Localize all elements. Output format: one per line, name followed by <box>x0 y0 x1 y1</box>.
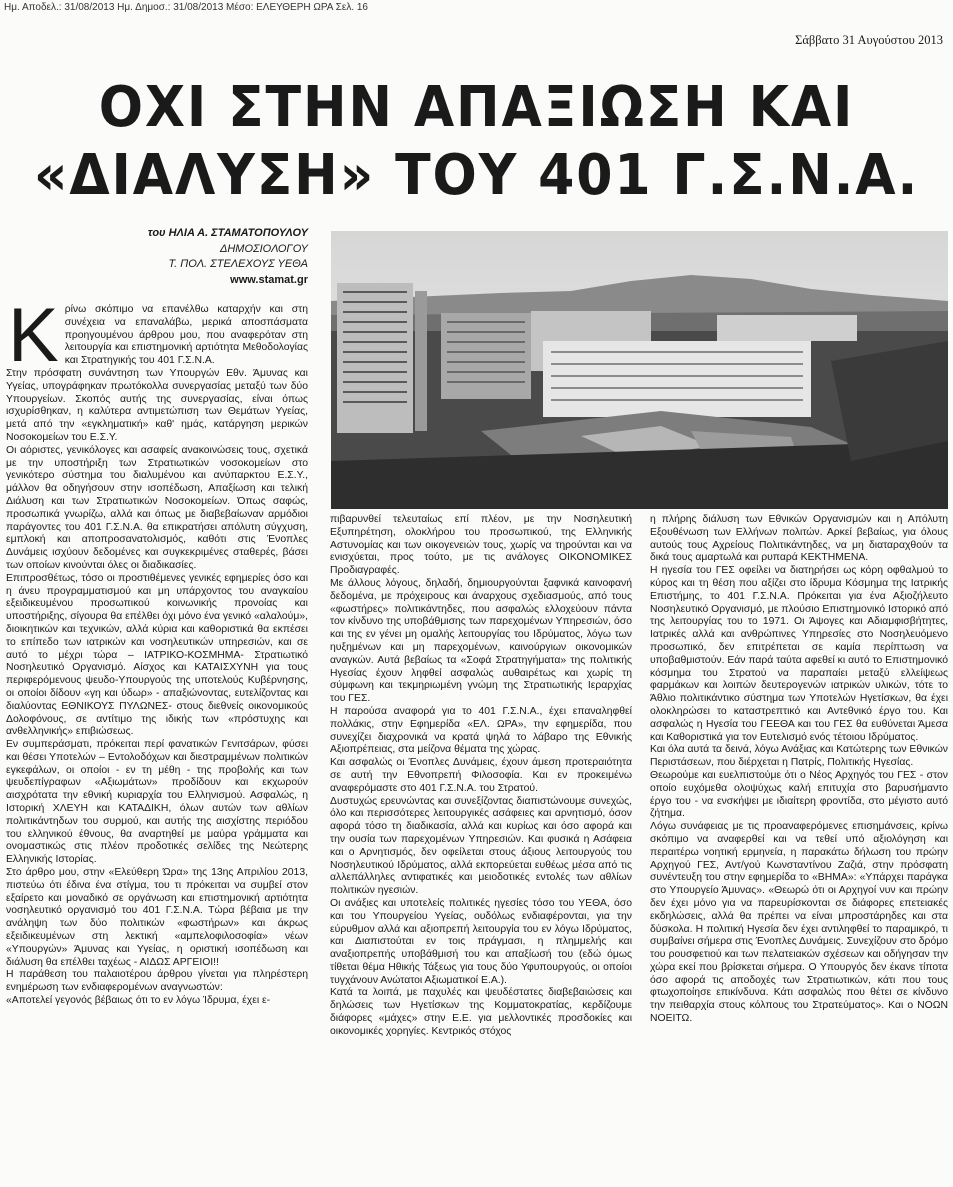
paragraph: Στην πρόσφατη συνάντηση των Υπουργών Εθν. Άμυνας και Υγείας, υπογράφηκαν πρωτόκολλα συνεργασίας μεταξύ των δύο Υπουργείων. Σκοπός αυτής της συνεργασίας, είναι όπως ισχυρίσθηκαν, η καλύτερα αντιμετώπιση των Θεμάτων Υγείας, μετά από την «εγκληματική» καθ' ημάς, κατάργηση μερικών Νοσοκομείων του Ε.Σ.Υ. <box>6 367 308 443</box>
headline-line-2: «ΔΙΑΛΥΣΗ» ΤΟΥ 401 Γ.Σ.Ν.Α. <box>33 143 920 208</box>
author-role-2: Τ. ΠΟΛ. ΣΤΕΛΕΧΟΥΣ ΥΕΘΑ <box>168 258 308 270</box>
paragraph: Στο άρθρο μου, στην «Ελεύθερη Ώρα» της 13ης Απριλίου 2013, πιστεύω ότι έδινα ένα στίγμα, του τι πρόκειται να συμβεί στον εξαίρετο και μοναδικό σε οργάνωση και επιστημονική αρτιότητα νοσηλευτικό οργανισμό του 401 Γ.Σ.Ν.Α. Τώρα βέβαια με την ανάληψη των δύο πολιτικών «φωστήρων» και άκρως εξειδικευμένων στη λεκτική «αμπελοφιλοσοφία» νέων «Υπουργών» Άμυνας και Υγείας, η οριστική ισοπέδωση και διάλυση θα επέλθει ταχέως - ΑΙΔΩΣ ΑΡΓΕΙΟΙ!! <box>6 867 308 968</box>
paragraph: ρίνω σκόπιμο να επανέλθω καταρχήν και στη συνέχεια να επαναλάβω, μερικά αποσπάσματα προηγουμένου άρθρου μου, που αναφερόταν στη λειτουργία και επιστημονική αρτιότητα Μεθοδολογίας και Στρατηγικής του 401 Γ.Σ.Ν.Α. <box>64 304 308 367</box>
paragraph: Εν συμπεράσματι, πρόκειται περί φανατικών Γενιτσάρων, φύσει και θέσει Υποτελών – Εντολοδόχων και διεστραμμένων πολιτικών εγκεφάλων, οι οποίοι - εν τη μέθη - της προβολής και των ψευδεπίγραφων «Αξιωμάτων» προδίδουν και εκχωρούν αισχρότατα την εθνική κυριαρχία του Ελληνισμού. Ασφαλώς, η Ιστορική ΧΛΕΥΗ και ΚΑΤΑΔΙΚΗ, όλων αυτών των αθλίων πολιτικάντηδων του συρμού, και αυτής της αισχίστης περιόδου του ελληνικού έθνους, θα αναρτηθεί με μαύρα γράμματα και ονομαστικώς στις πλέον προδοτικές σελίδες της Νεώτερης Ελληνικής Ιστορίας. <box>6 739 308 866</box>
paragraph: Δυστυχώς ερευνώντας και συνεξίζοντας διαπιστώνουμε συνεχώς, όλο και περισσότερες λειτουργικές ασάφειες και αρνητισμό, όσον αφορά τόσο τη διαδικασία, αλλά και κυρίως και όσο αφορά και την ουσία των παρεχομένων Υπηρεσιών. Και φυσικά η Ασάφεια και ο Αρνητισμός, δεν οφείλεται στους άξιους λειτουργούς του Νοσηλευτικού Ιδρύματος, αλλά εκπορεύεται ευθέως μέσα από τις αλλεπάλληλες αντιφατικές και μειοδοτικές εντολές των αθλίων πολιτικών ηγεσιών. <box>330 795 632 897</box>
paragraph: Η παράθεση του παλαιοτέρου άρθρου γίνεται για πληρέστερη ενημέρωση των ενδιαφερομένων αναγνωστών: <box>6 969 308 994</box>
paragraph: Κατά τα λοιπά, με παχυλές και ψευδέστατες διαβεβαιώσεις και δηλώσεις των Ηγετίσκων της Κομματοκρατίας, κερδίζουμε διάφορες «μάχες» στην Ε.Ε. για μελλοντικές προσδοκίες και οικονομικές χορηγίες. Κεντρικός στόχος <box>330 987 632 1037</box>
author-website-link[interactable]: www.stamat.gr <box>230 273 308 286</box>
paragraph: Και ασφαλώς οι Ένοπλες Δυνάμεις, έχουν άμεση προτεραιότητα σε αυτή την Εθνοπρεπή Φιλοσοφία. Και εν προκειμένω αναφερόμαστε στο 401 Γ.Σ.Ν.Α. του Στρατού. <box>330 757 632 794</box>
clipping-meta: Ημ. Αποδελ.: 31/08/2013 Ημ. Δημοσ.: 31/08/2013 Μέσο: ΕΛΕΥΘΕΡΗ ΩΡΑ Σελ. 16 <box>4 2 368 13</box>
article-column-3 <box>650 514 948 1186</box>
hospital-photo <box>331 231 948 509</box>
drop-cap: Κ <box>8 304 59 378</box>
byline <box>100 226 308 288</box>
paragraph: Με άλλους λόγους, δηλαδή, δημιουργούνται ξαφνικά καινοφανή δεδομένα, με πρόχειρους και άναρχους σχεδιασμούς, από τους «φωστήρες» πολιτικάντηδες, που ασφαλώς ελλοχεύουν πάντα τον κίνδυνο της υποβάθμισης των παρεχομένων Υπηρεσιών, όσο και της εν γένει μη ομαλής λειτουργίας του Ιδρύματος, λόγω των ηυξημένων και μη παρεχομένων, καινούργιων οικονομικών αναγκών. Αυτά βεβαίως τα «Σοφά Στρατηγήματα» της πολιτικής Ηγεσίας έχουν ληφθεί ασφαλώς αυθαιρέτως και χωρίς τη σύμφωνη και τεκμηριωμένη γνώμη της Στρατιωτικής Ιεραρχίας του ΓΕΣ. <box>330 577 632 705</box>
article-column-2 <box>330 514 632 1186</box>
paragraph: Επιπροσθέτως, τόσο οι προστιθέμενες γενικές εφημερίες όσο και η άνευ προγραμματισμού και μη υπάρχοντος του αναγκαίου εξειδικευμένου προσωπικού κοινωνικής προνοίας και υποστήριξης, σίγουρα θα επέλθει όχι μόνο ένα γενικό «αλαλούμ», διοικητικών και τεχνικών, αλλά κύρια και καθοριστικά θα εκπέσει το επίπεδο των ιατρικών και νοσηλευτικών υπηρεσιών, και σε αυτό το μέχρι τώρα – ΙΑΤΡΙΚΟ-ΚΟΣΜΗΜΑ- Στρατιωτικό Νοσηλευτικό Οργανισμό. Αίσχος και ΚΑΤΑΙΣΧΥΝΗ για τους περιφερόμενους ψευδο-Υπουργούς της υποτελούς Κυβέρνησης, οι οποίοι δίδουν «γη και ύδωρ» - απαξιώνοντας, ευτελίζοντας και διαλύοντας ΕΘΝΙΚΟΥΣ ΠΥΛΩΝΕΣ- στους διεθνείς οικονομικούς Δολοφόνους, σε αντίτιμο της ιδικής των «πρόστυχης και ανθελληνικής» επιβιώσεως. <box>6 572 308 738</box>
paragraph: Οι αόριστες, γενικόλογες και ασαφείς ανακοινώσεις τους, σχετικά με την υποστήριξη των Στρατιωτικών νοσοκομείων στο γενικότερο σύστημα του διαλυμένου και ανύπαρκτου Ε.Σ.Υ., μάλλον θα οδηγήσουν στην ισοπέδωση, Απαξίωση και τελική Διάλυση και των Στρατιωτικών Νοσοκομείων. Όπως σαφώς, προσωπικά γνωρίζω, αλλά και όπως με διαβεβαίωναν αρμόδιοι παράγοντες του 401 Γ.Σ.Ν.Α. θα επικρατήσει απόλυτη σύγχυση, εμπλοκή και αποπροσανατολισμός, καθότι στις Ένοπλες Δυνάμεις ισχύουν δεδομένες και συγκεκριμένες σταθερές, βάσει των οποίων κινούνται όλες οι διαδικασίες. <box>6 444 308 571</box>
headline-line-1: ΟΧΙ ΣΤΗΝ ΑΠΑΞΙΩΣΗ ΚΑΙ <box>98 75 855 140</box>
paragraph: πιβαρυνθεί τελευταίως επί πλέον, με την Νοσηλευτική Εξυπηρέτηση, ολοκλήρου του προσωπικού, της Ελληνικής Αστυνομίας και των οικογενειών τους, χωρίς να τηρούνται και να ενισχύεται, προς τούτο, με τις ανάλογες ΟΙΚΟΝΟΜΙΚΕΣ Προδιαγραφές. <box>330 514 632 577</box>
paragraph: η πλήρης διάλυση των Εθνικών Οργανισμών και η Απόλυτη Εξουθένωση των Ελλήνων πολιτών. Αρκεί βεβαίως, για όλους αυτούς τους Αχρείους Πολιτικάντηδες, να μη διαταραχθούν τα δικά τους αμαρτωλά και ρυπαρά ΚΕΚΤΗΜΕΝΑ. <box>650 514 948 564</box>
paragraph: Η παρούσα αναφορά για το 401 Γ.Σ.Ν.Α., έχει επαναληφθεί πολλάκις, στην Εφημερίδα «ΕΛ. ΩΡΑ», την εφημερίδα, που συνεχίζει διαχρονικά να κρατά ψηλά το λάβαρο της Εθνικής Αξιοπρέπειας, στα μείζονα θέματα της χώρας. <box>330 705 632 756</box>
author-name: του ΗΛΙΑ Α. ΣΤΑΜΑΤΟΠΟΥΛΟΥ <box>147 227 308 239</box>
hospital-aerial-image <box>331 231 948 509</box>
paragraph: Θεωρούμε και ευελπιστούμε ότι ο Νέος Αρχηγός του ΓΕΣ - στον οποίο ευχόμεθα ολοψύχως καλή επιτυχία στο βαρυσήμαντο έργο του - να ενσκήψει με ιδιαίτερη φροντίδα, στο μέγιστο αυτό ζήτημα. <box>650 769 948 820</box>
paragraph: Οι ανάξιες και υποτελείς πολιτικές ηγεσίες τόσο του ΥΕΘΑ, όσο και του Υπουργείου Υγείας, ουδόλως ενδιαφέρονται, για την εύρυθμον αλλά και αξιοπρεπή λειτουργία του εν λόγω Ιδρύματος, και Διαπιστούται εν τοις πράγμασι, η πλημμελής και αναξιοπρεπής υποβάθμισή του και απαξίωσή του (εδώ όμως τίθεται θέμα Ηθικής Τάξεως για τους δύο Υφυπουργούς, οι οποίοι τυγχάνουν Ανώτατοι Αξιωματικοί Ε.Α.). <box>330 897 632 986</box>
headline <box>33 74 919 210</box>
issue-date: Σάββατο 31 Αυγούστου 2013 <box>795 33 943 47</box>
paragraph: «Αποτελεί γεγονός βέβαιως ότι το εν λόγω Ίδρυμα, έχει ε- <box>6 995 271 1007</box>
paragraph: Η ηγεσία του ΓΕΣ οφείλει να διατηρήσει ως κόρη οφθαλμού το κύρος και τη θέση που αξίζει στο ίδρυμα Κόσμημα της Ιατρικής Επιστήμης, το 401 Γ.Σ.Ν.Α. Πρόκειται για ένα Αξιοζήλευτο Νοσηλευτικό Οργανισμό, με πλούσιο Επιστημονικό Ιστορικό από της λειτουργίας του το 1971. Οι Άψογες και Αδιαμφισβήτητες, Ιατρικές αλλά και ανθρώπινες Υπηρεσίες στο Νοσηλευόμενο προσωπικό, δεν επιτρέπεται σε καμία περίπτωση να υποβαθμιστούν. Εάν παρά ταύτα αφεθεί κι αυτό το Επιστημονικό κόσμημα του Στρατού να παραπαίει μεταξύ ελλείψεως φαρμάκων και λοιπών δευτερογενών ιατρικών υλικών, τότε το Άθλιο πολιτικάντικο σύστημα των Υποτελών Ηγετίσκων, θα έχει ολοκληρώσει το καταστρεπτικό και Αντεθνικό έργο του. Και ασφαλώς η Ηγεσία του ΓΕΕΘΑ και του ΓΕΣ θα ευθύνεται Άμεσα και Καθοριστικά για τον Ευτελισμό ενός τέτοιου Ιδρύματος. <box>650 565 948 743</box>
author-role: ΔΗΜΟΣΙΟΛΟΓΟΥ <box>219 242 308 255</box>
paragraph: Και όλα αυτά τα δεινά, λόγω Ανάξιας και Κατώτερης των Εθνικών Περιστάσεων, που διέρχεται η Πατρίς, Πολιτικής Ηγεσίας. <box>650 744 948 769</box>
article-column-1 <box>6 304 308 1184</box>
paragraph: Λόγω συνάφειας με τις προαναφερόμενες επισημάνσεις, κρίνω σκόπιμο να αναφερθεί και να τεθεί υπό αξιολόγηση και περαιτέρω νοητική ερμηνεία, η παρακάτω δήλωση του πρώην Αρχηγού ΓΕΣ, Αντ/γού Κωνσταντίνου Ζαζιά, στην πρόσφατη συνέντευξη του στην εφημερίδα το «ΒΗΜΑ»: «Υπάρχει παράγκα στο Υπουργείο Άμυνας». «Θεωρώ ότι οι Αρχηγοί νυν και πρώην δεν έχει μόνο για να παρευρίσκονται σε διάφορες επετειακές εκδηλώσεις, αλλά θα πρέπει να είναι μπροστάρηδες και στα δύσκολα. Η πολιτική Ηγεσία δεν έχει αντιληφθεί το παραμικρό, τι συμβαίνει σήμερα στις Ένοπλες Δυνάμεις. Συνεχίζουν στο δρόμο του ρουσφετιού και των πελατειακών σχέσεων και οδήγησαν την χώρα εκεί που βρίσκεται σήμερα. Ο Υπουργός δεν έκανε τίποτα όσο αφορά τις αποδοχές των Στρατιωτικών, κάτι που τους φτωχοποίησε επικίνδυνα. Κάτι ασφαλώς που θέτει σε κίνδυνο την πειθαρχία στους κόλπους του Στρατεύματος». Και ο ΝΟΩΝ ΝΟΕΙΤΩ. <box>650 821 948 1025</box>
